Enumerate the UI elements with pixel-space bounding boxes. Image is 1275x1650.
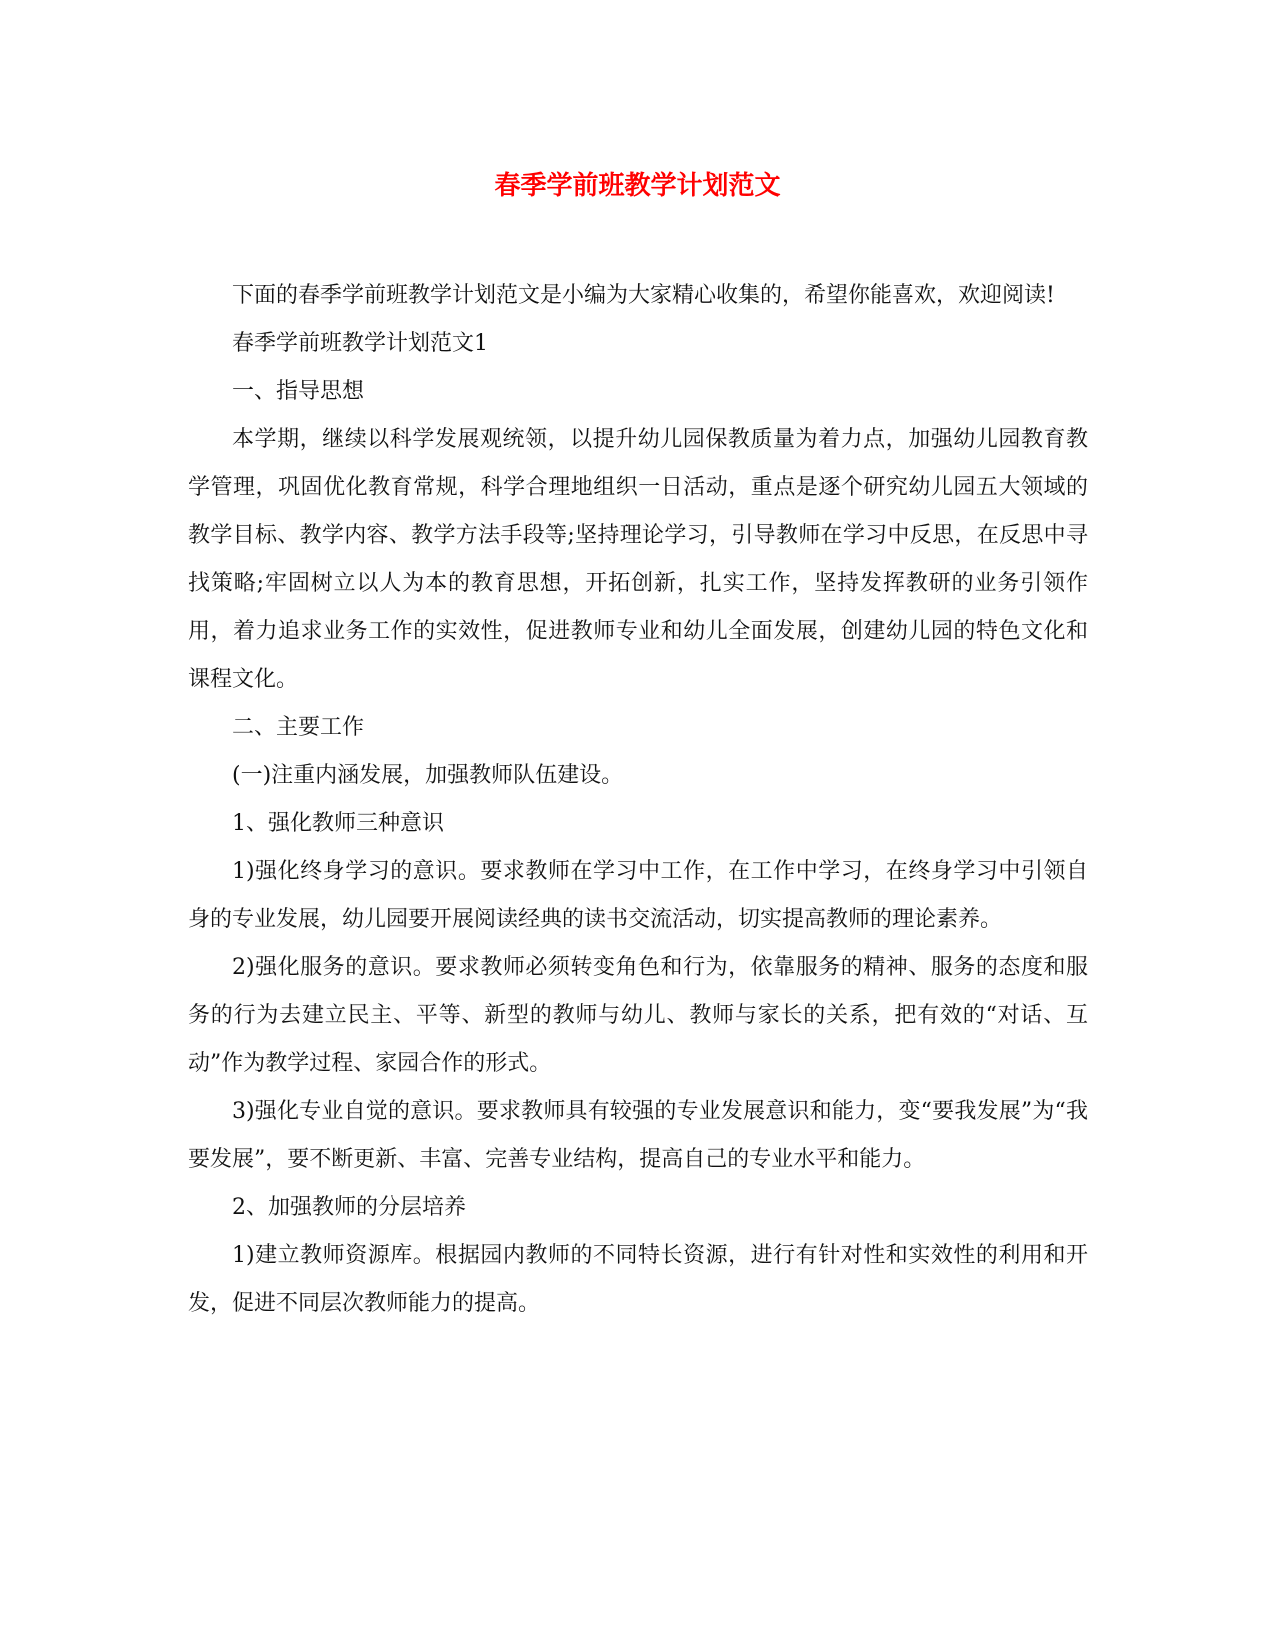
section-heading-main-work: 二、主要工作 bbox=[232, 715, 365, 740]
document-body bbox=[188, 272, 1088, 1328]
document-title: 春季学前班教学计划范文 bbox=[494, 171, 781, 201]
subheading-three-awareness: 1、强化教师三种意识 bbox=[232, 811, 444, 836]
intro-paragraph: 下面的春季学前班教学计划范文是小编为大家精心收集的，希望你能喜欢，欢迎阅读! bbox=[232, 283, 1055, 308]
paragraph-guiding-thought: 本学期，继续以科学发展观统领，以提升幼儿园保教质量为着力点，加强幼儿园教育教学管理，巩固优化教育常规，科学合理地组织一日活动，重点是逐个研究幼儿园五大领域的教学目标、教学内容、教学方法手段等;坚持理论学习，引导教师在学习中反思，在反思中寻找策略;牢固树立以人为本的教育思想，开拓创新，扎实工作，坚持发挥教研的业务引领作用，着力追求业务工作的实效性，促进教师专业和幼儿全面发展，创建幼儿园的特色文化和课程文化。 bbox=[188, 427, 1088, 692]
section-heading-guiding-thought: 一、指导思想 bbox=[232, 379, 365, 404]
section-heading-plan-1: 春季学前班教学计划范文1 bbox=[232, 331, 488, 356]
subheading-layered-training: 2、加强教师的分层培养 bbox=[232, 1195, 466, 1220]
paragraph-professional-awareness: 3)强化专业自觉的意识。要求教师具有较强的专业发展意识和能力，变“要我发展”为“我要发展”，要不断更新、丰富、完善专业结构，提高自己的专业水平和能力。 bbox=[188, 1099, 1088, 1172]
paragraph-service-awareness: 2)强化服务的意识。要求教师必须转变角色和行为，依靠服务的精神、服务的态度和服务的行为去建立民主、平等、新型的教师与幼儿、教师与家长的关系，把有效的“对话、互动”作为教学过程、家园合作的形式。 bbox=[188, 955, 1088, 1076]
subheading-teacher-team: (一)注重内涵发展，加强教师队伍建设。 bbox=[232, 763, 624, 788]
paragraph-lifelong-learning: 1)强化终身学习的意识。要求教师在学习中工作，在工作中学习，在终身学习中引领自身的专业发展，幼儿园要开展阅读经典的读书交流活动，切实提高教师的理论素养。 bbox=[188, 859, 1088, 932]
paragraph-resource-library: 1)建立教师资源库。根据园内教师的不同特长资源，进行有针对性和实效性的利用和开发，促进不同层次教师能力的提高。 bbox=[188, 1243, 1088, 1316]
